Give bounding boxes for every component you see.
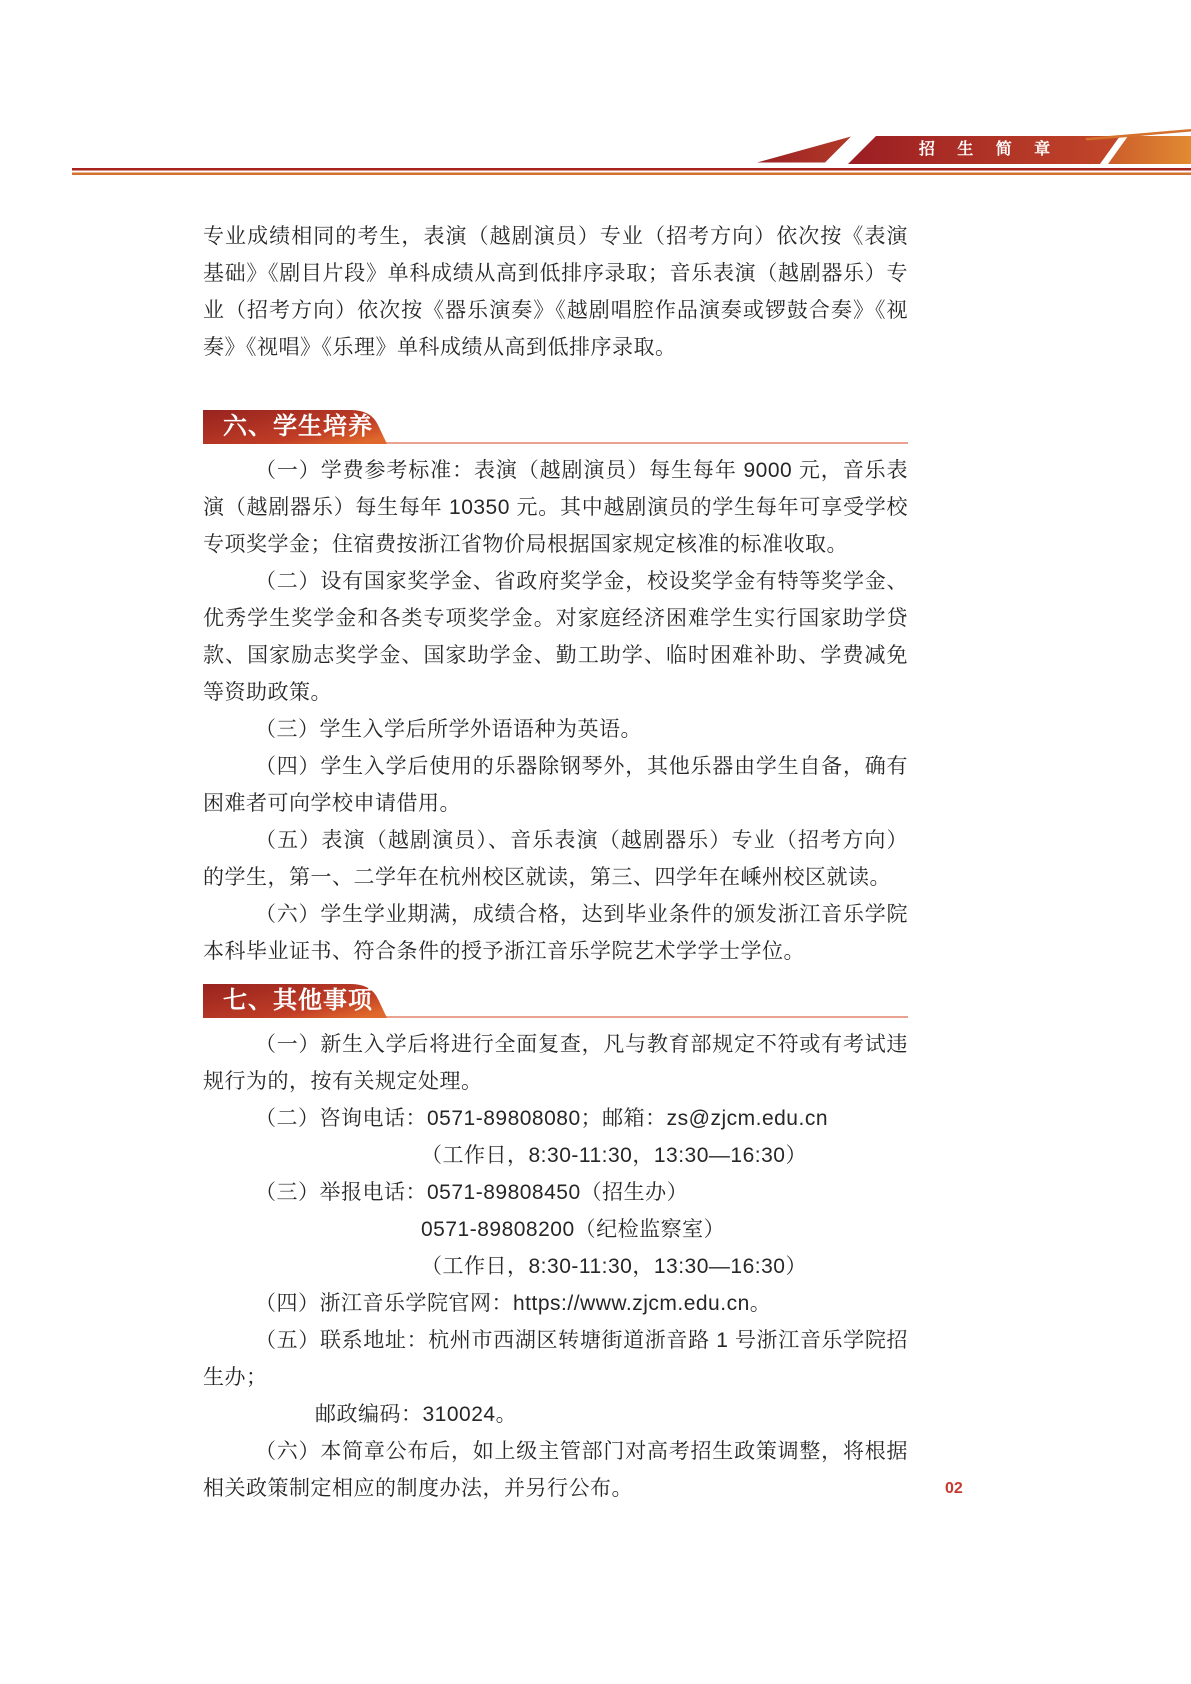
paragraph: （四）学生入学后使用的乐器除钢琴外，其他乐器由学生自备，确有困难者可向学校申请借用。 (203, 755, 908, 815)
paragraph: （二）咨询电话：0571-89808080；邮箱：zs@zjcm.edu.cn (255, 1107, 829, 1130)
paragraph: （一）新生入学后将进行全面复查，凡与教育部规定不符或有考试违规行为的，按有关规定处理。 (203, 1033, 908, 1093)
paragraph: （六）学生学业期满，成绩合格，达到毕业条件的颁发浙江音乐学院本科毕业证书、符合条件的授予浙江音乐学院艺术学学士学位。 (203, 903, 908, 963)
section-seven-body (203, 1026, 908, 1507)
paragraph: 0571-89808200（纪检监察室） (421, 1218, 726, 1241)
paragraph: （三）学生入学后所学外语语种为英语。 (255, 718, 642, 741)
paragraph: 邮政编码：310024。 (315, 1403, 518, 1426)
paragraph: （工作日，8:30-11:30，13:30—16:30） (421, 1144, 807, 1167)
header-banner-title: 招 生 简 章 (918, 141, 1060, 158)
section-six-body (203, 452, 908, 970)
paragraph: （工作日，8:30-11:30，13:30—16:30） (421, 1255, 807, 1278)
header-rule-dark (72, 168, 1191, 171)
intro-paragraph: 专业成绩相同的考生，表演（越剧演员）专业（招考方向）依次按《表演基础》《剧目片段》单科成绩从高到低排序录取；音乐表演（越剧器乐）专业（招考方向）依次按《器乐演奏》《越剧唱腔作品演奏或锣鼓合奏》《视奏》《视唱》《乐理》单科成绩从高到低排序录取。 (203, 225, 908, 359)
content-column (203, 218, 908, 1507)
section-six-badge (203, 410, 395, 444)
section-seven-badge (203, 984, 395, 1018)
paragraph: （一）学费参考标准：表演（越剧演员）每生每年 9000 元，音乐表演（越剧器乐）每生每年 10350 元。其中越剧演员的学生每年可享受学校专项奖学金；住宿费按浙江省物价局根据国家规定核准的标准收取。 (203, 459, 908, 556)
paragraph: （三）举报电话：0571-89808450（招生办） (255, 1181, 689, 1204)
banner-tail (1108, 136, 1191, 164)
paragraph: （四）浙江音乐学院官网：https://www.zjcm.edu.cn。 (255, 1292, 772, 1315)
banner-wedge (757, 137, 851, 163)
section-six-title: 六、学生培养 (223, 413, 373, 440)
paragraph: （五）表演（越剧演员）、音乐表演（越剧器乐）专业（招考方向）的学生，第一、二学年在杭州校区就读，第三、四学年在嵊州校区就读。 (203, 829, 908, 889)
paragraph: （五）联系地址：杭州市西湖区转塘街道浙音路 1 号浙江音乐学院招生办； (203, 1329, 908, 1389)
page-number: 02 (945, 1480, 963, 1497)
header-rule-orange (72, 173, 1191, 176)
section-seven-title: 七、其他事项 (223, 987, 373, 1014)
paragraph: （六）本简章公布后，如上级主管部门对高考招生政策调整，将根据相关政策制定相应的制度办法，并另行公布。 (203, 1440, 908, 1500)
section-six-header-row (203, 410, 908, 444)
paragraph: （二）设有国家奖学金、省政府奖学金，校设奖学金有特等奖学金、优秀学生奖学金和各类专项奖学金。对家庭经济困难学生实行国家助学贷款、国家励志奖学金、国家助学金、勤工助学、临时困难补助、学费减免等资助政策。 (203, 570, 908, 704)
section-seven-header-row (203, 984, 908, 1018)
